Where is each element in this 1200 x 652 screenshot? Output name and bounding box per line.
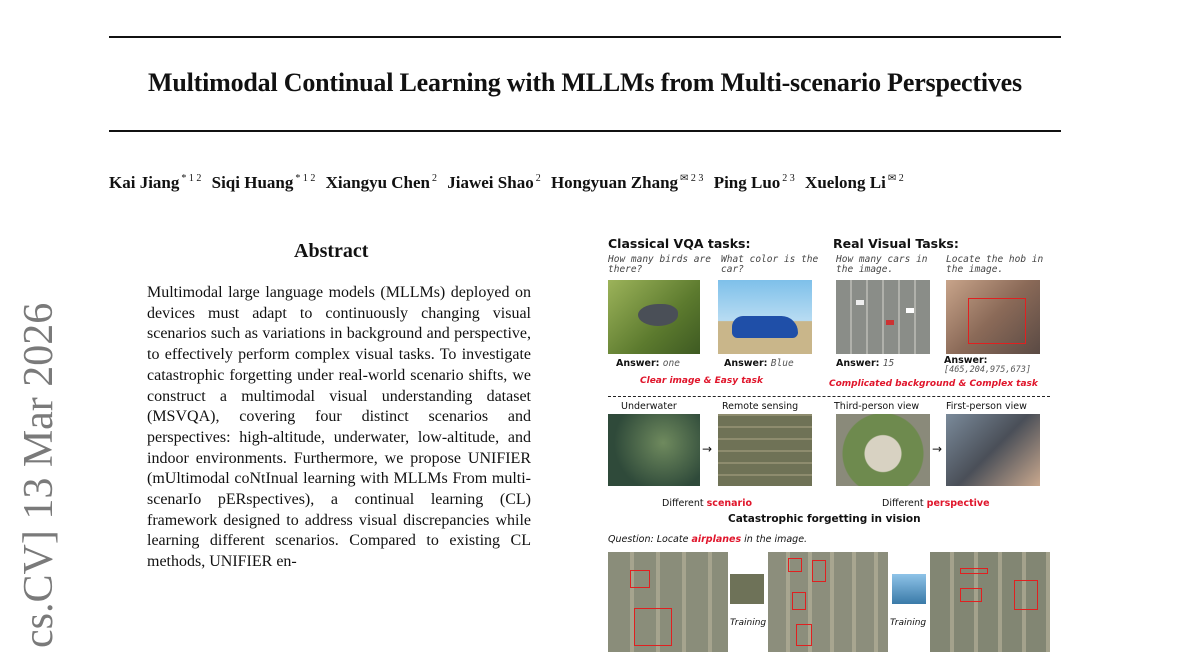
question-word: airplanes	[691, 534, 742, 545]
abstract-heading: Abstract	[294, 240, 369, 262]
inset-photo-2	[892, 574, 926, 604]
airport-photo-1	[608, 552, 728, 652]
remote-label: Remote sensing	[722, 401, 799, 412]
question-birds: How many birds are there?	[608, 254, 711, 275]
answer-label: Answer:	[616, 358, 660, 369]
author-name: Jiawei Shao	[447, 173, 534, 192]
author-marks: 2 3	[782, 173, 795, 184]
author-name: Siqi Huang	[211, 173, 294, 192]
airplane-bbox	[792, 592, 806, 610]
abstract-part1: Multimodal large language models (MLLMs) deployed on devices must adapt to continuously changing visual scenarios such as variations in background and perspective, to effectively perform complex visual tasks. To investigate catastrophic forgetting under real-world scenario shifts, we construct a multimodal visual understanding dataset (MSVQA), covering four distinct scenarios and perspectives: high-altitude, underwater, low-altitude, and indoor environments. Furthermore, we propose	[147, 284, 531, 467]
answer-1	[616, 358, 680, 369]
answer-value: 15	[882, 358, 895, 369]
abstract-part2: (mUltimodal coNtInual learning with MLLMs From multi-scenarIo pERspectives), a continual learning (CL) framework designed to address visual discrepancies while learning different scenarios. Compared to existing CL methods,	[147, 470, 531, 571]
author-name: Ping Luo	[713, 173, 781, 192]
inset-photo-1	[730, 574, 764, 604]
car-photo	[718, 280, 812, 354]
complex-note: Complicated background & Complex task	[829, 379, 1038, 389]
method-name-2: UNIFIER	[209, 553, 273, 571]
clear-note: Clear image & Easy task	[640, 376, 763, 386]
airplane-bbox	[1014, 580, 1038, 610]
traffic-aerial-photo	[836, 280, 930, 354]
answer-label: Answer:	[836, 358, 880, 369]
airplane-bbox	[812, 560, 826, 582]
question-prefix: Question: Locate	[608, 534, 692, 545]
underwater-photo	[608, 414, 700, 486]
car-dot	[856, 300, 864, 305]
abstract-part3: en-	[272, 553, 297, 571]
different-scenario	[662, 498, 752, 509]
answer-3	[836, 358, 894, 369]
real-title: Real Visual Tasks:	[833, 236, 959, 251]
bird-photo	[608, 280, 700, 354]
arrow-icon: →	[702, 442, 713, 456]
training-label: Training	[730, 618, 767, 628]
perspective-word: perspective	[926, 498, 990, 509]
paper-title: Multimodal Continual Learning with MLLMs from Multi-scenario Perspectives	[148, 68, 1022, 97]
section-divider	[608, 396, 1050, 397]
airplane-bbox	[960, 588, 982, 602]
author-name: Xuelong Li	[805, 173, 886, 192]
underwater-label: Underwater	[621, 401, 677, 412]
method-name: UNIFIER	[467, 449, 531, 467]
plaza-photo	[836, 414, 930, 486]
third-label: Third-person view	[834, 401, 920, 412]
diff-prefix: Different	[662, 498, 707, 509]
training-label: Training	[890, 618, 927, 628]
question-hob: Locate the hob in the image.	[946, 254, 1044, 275]
airport-photo-2	[768, 552, 888, 652]
car-shape	[732, 316, 798, 338]
airplane-bbox	[796, 624, 812, 646]
author-list	[109, 173, 910, 193]
classical-title: Classical VQA tasks:	[608, 236, 751, 251]
airplane-bbox	[960, 568, 988, 574]
car-dot	[886, 320, 894, 325]
answer-value: Blue	[770, 358, 794, 369]
question-car-color: What color is the car?	[721, 254, 819, 275]
answer-value: [465,204,975,673]	[944, 365, 1031, 375]
teaser-figure	[596, 232, 1066, 652]
answer-2	[724, 358, 794, 369]
answer-value: one	[662, 358, 680, 369]
answer-label: Answer:	[724, 358, 768, 369]
author-name: Kai Jiang	[109, 173, 180, 192]
airplane-bbox	[788, 558, 802, 572]
author-marks: ✉ 2	[887, 173, 904, 184]
author-marks: * 1 2	[181, 173, 202, 184]
question-line	[608, 534, 807, 545]
author-marks: ✉ 2 3	[680, 173, 704, 184]
airplane-bbox	[634, 608, 672, 646]
answer-4	[944, 356, 1031, 375]
bird-shape	[638, 304, 678, 326]
top-rule	[109, 36, 1061, 38]
arxiv-stamp: cs.CV] 13 Mar 2026	[16, 302, 62, 648]
different-perspective	[882, 498, 990, 509]
author-marks: 2	[432, 173, 438, 184]
first-label: First-person view	[946, 401, 1027, 412]
hob-bbox	[968, 298, 1026, 344]
remote-photo	[718, 414, 812, 486]
forgetting-label: Catastrophic forgetting in vision	[728, 513, 921, 525]
diff-prefix: Different	[882, 498, 927, 509]
author-marks: 2	[535, 173, 541, 184]
abstract-text	[147, 283, 531, 573]
airport-photo-3	[930, 552, 1050, 652]
question-cars-count: How many cars in the image.	[836, 254, 928, 275]
author-name: Xiangyu Chen	[325, 173, 431, 192]
scenario-word: scenario	[706, 498, 753, 509]
author-marks: * 1 2	[295, 173, 316, 184]
author-name: Hongyuan Zhang	[550, 173, 679, 192]
question-suffix: in the image.	[741, 534, 808, 545]
kitchen-photo	[946, 280, 1040, 354]
car-dot	[906, 308, 914, 313]
title-bottom-rule	[109, 130, 1061, 132]
answer-label: Answer:	[944, 355, 988, 366]
arrow-icon: →	[932, 442, 943, 456]
airplane-bbox	[630, 570, 650, 588]
hand-photo	[946, 414, 1040, 486]
